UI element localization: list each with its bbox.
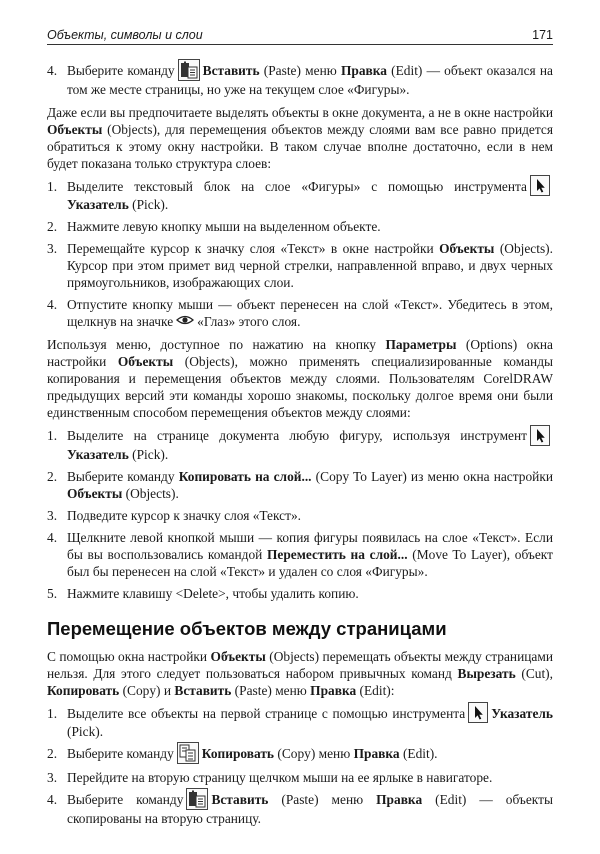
- text: (Paste) меню: [281, 792, 364, 808]
- term-objects: Объекты: [439, 241, 495, 257]
- eye-icon: [176, 313, 194, 330]
- list-1: [47, 178, 553, 330]
- list-item: [47, 745, 553, 764]
- item-number: 4.: [47, 529, 58, 545]
- list-item: [47, 529, 553, 580]
- item-number: 4.: [47, 63, 58, 78]
- text: (Edit).: [402, 746, 438, 762]
- copy-icon: [177, 742, 199, 764]
- text: (Objects).: [125, 485, 179, 501]
- list-item: [47, 585, 553, 602]
- menu-edit: Правка: [376, 792, 423, 808]
- term-objects: Объекты: [117, 354, 174, 370]
- text: (Copy) и: [122, 682, 172, 698]
- text: (Pick).: [132, 446, 169, 462]
- text: Выберите команду: [67, 746, 174, 762]
- text: Выберите команду: [67, 63, 175, 78]
- text: (Paste) меню: [263, 63, 337, 78]
- list-item: [47, 468, 553, 502]
- paragraph-3: [47, 648, 553, 699]
- text: (Edit) — объект оказался на том же месте страницы, но уже на текущем слое «Фигуры».: [67, 63, 553, 97]
- item-number: 1.: [47, 178, 58, 194]
- command-paste: Вставить: [202, 63, 260, 78]
- list-item: [47, 218, 553, 235]
- item-number: 1.: [47, 705, 58, 721]
- text: Выделите на странице документа любую фигуру, используя инструмент: [67, 428, 527, 444]
- text: Отпустите кнопку мыши — объект перенесен на слой «Текст». Убедитесь в этом, щелкнув на значке: [67, 297, 553, 330]
- item-number: 3.: [47, 770, 58, 786]
- term-objects: Объекты: [210, 648, 266, 664]
- text: (Objects), можно применять специализированные команды копирования и перемещения объектов между слоями. Пользователям CorelDRAW предыдущих версий эти команды хорошо знакомы, поскольку долгое время они были единственным способом перемещения объектов между слоями:: [47, 354, 554, 421]
- page-content: [47, 62, 553, 833]
- text: Перейдите на вторую страницу щелчком мыши на ее ярлыке в навигаторе.: [67, 770, 493, 786]
- text: (Copy) меню: [277, 746, 351, 762]
- section-heading: Перемещение объектов между страницами: [47, 617, 447, 639]
- tool-pick: Указатель: [67, 197, 129, 213]
- tool-pick: Указатель: [491, 705, 553, 721]
- list-item: [47, 507, 553, 524]
- command-cut: Вырезать: [457, 665, 516, 681]
- command-copy: Копировать: [47, 682, 120, 698]
- text: (Pick).: [132, 197, 169, 213]
- tool-pick: Указатель: [67, 446, 129, 462]
- command-move-to-layer: Переместить на слой...: [267, 546, 408, 562]
- text: (Move To Layer), объект был бы перенесен на слой «Текст» и удален со слоя «Фигуры».: [67, 546, 553, 579]
- command-copy: Копировать: [201, 746, 274, 762]
- item-number: 2.: [47, 746, 58, 762]
- paste-icon: [178, 59, 200, 81]
- text: (Objects), для перемещения объектов между слоями вам все равно придется обратиться к этому окну настройки. В таком случае вполне достаточно, если в нем будет показана только структура слоев:: [47, 121, 553, 171]
- item-number: 2.: [47, 219, 58, 235]
- list-item: [47, 427, 553, 462]
- item-number: 1.: [47, 428, 58, 444]
- paragraph-1: [47, 104, 553, 172]
- command-paste: Вставить: [211, 792, 269, 808]
- text: (Edit):: [359, 682, 395, 698]
- step-continued: [47, 62, 553, 98]
- command-copy-to-layer: Копировать на слой...: [178, 468, 312, 484]
- text: «Глаз» этого слоя.: [197, 314, 301, 330]
- running-header: [47, 24, 553, 45]
- menu-edit: Правка: [310, 682, 357, 698]
- menu-edit: Правка: [340, 63, 387, 78]
- text: (Edit) — объекты скопированы на вторую страницу.: [67, 792, 553, 827]
- paste-icon: [186, 788, 208, 810]
- list-item: [47, 705, 553, 740]
- header-title: Объекты, символы и слои: [47, 28, 203, 42]
- term-objects: Объекты: [47, 121, 103, 137]
- list-item: [47, 769, 553, 786]
- text: Подведите курсор к значку слоя «Текст».: [67, 507, 302, 523]
- list-3: [47, 705, 553, 827]
- term-objects: Объекты: [67, 485, 123, 501]
- text: Выделите все объекты на первой странице с помощью инструмента: [67, 705, 466, 721]
- item-number: 5.: [47, 585, 58, 601]
- list-item: [47, 296, 553, 330]
- item-number: 4.: [47, 792, 58, 808]
- list-item: [47, 62, 553, 98]
- text: (Cut),: [521, 665, 553, 681]
- text: (Objects) перемещать объекты между страницами нельзя. Для этого следует пользоваться набором привычных команд: [47, 648, 553, 681]
- pick-tool-icon: [530, 175, 550, 196]
- text: Нажмите клавишу <Delete>, чтобы удалить копию.: [67, 585, 359, 601]
- text: Выделите текстовый блок на слое «Фигуры» с помощью инструмента: [67, 178, 527, 194]
- list-item: [47, 178, 553, 213]
- pick-tool-icon: [530, 425, 550, 446]
- text: Щелкните левой кнопкой мыши — копия фигуры появилась на слое «Текст». Если бы вы воспользовались командой: [67, 529, 553, 562]
- pick-tool-icon: [468, 702, 488, 723]
- text: (Objects). Курсор при этом примет вид черной стрелки, направленной вправо, и двух черных прямоугольников, изображающих слои.: [67, 241, 553, 291]
- page-number: 171: [532, 28, 553, 42]
- text: (Paste) меню: [234, 682, 307, 698]
- text: Перемещайте курсор к значку слоя «Текст» в окне настройки: [67, 241, 434, 257]
- text: (Copy To Layer) из меню окна настройки: [315, 468, 553, 484]
- text: (Pick).: [67, 724, 104, 740]
- item-number: 3.: [47, 241, 58, 257]
- item-number: 2.: [47, 468, 58, 484]
- list-item: [47, 240, 553, 291]
- text: (Options) окна настройки: [47, 337, 553, 370]
- list-2: [47, 427, 553, 601]
- list-item: [47, 791, 553, 827]
- text: Выберите команду: [67, 468, 175, 484]
- paragraph-2: [47, 336, 553, 421]
- text: Даже если вы предпочитаете выделять объекты в окне документа, а не в окне настройки: [47, 104, 553, 120]
- text: Выберите команду: [67, 792, 184, 808]
- term-options: Параметры: [385, 337, 457, 353]
- command-paste: Вставить: [174, 682, 232, 698]
- menu-edit: Правка: [353, 746, 400, 762]
- text: С помощью окна настройки: [47, 648, 208, 664]
- item-number: 4.: [47, 297, 58, 313]
- text: Используя меню, доступное по нажатию на кнопку: [47, 337, 377, 353]
- item-number: 3.: [47, 507, 58, 523]
- text: Нажмите левую кнопку мыши на выделенном объекте.: [67, 219, 381, 235]
